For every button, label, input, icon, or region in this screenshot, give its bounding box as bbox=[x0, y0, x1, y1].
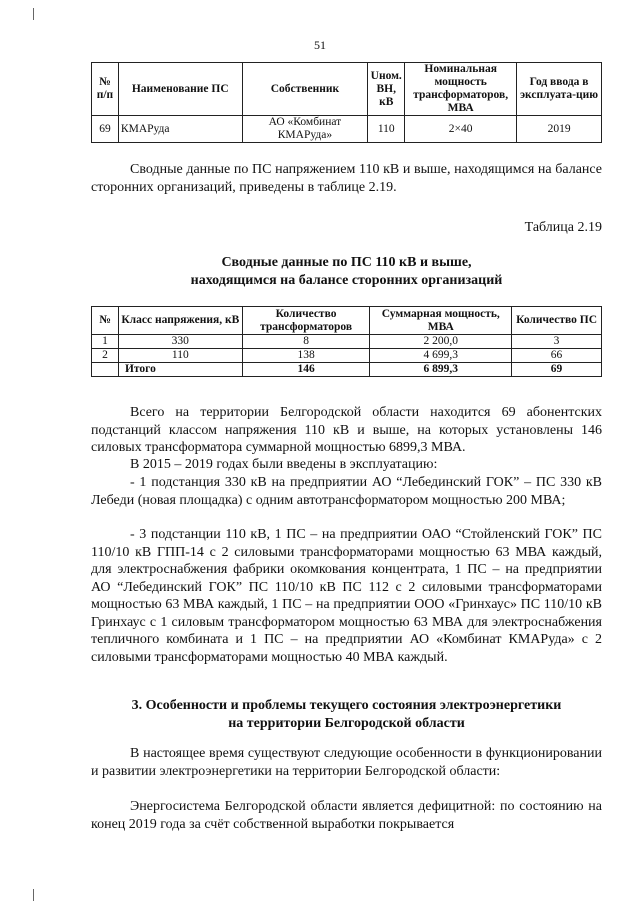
table-cell: 2019 bbox=[517, 116, 602, 143]
table-cell: 2 200,0 bbox=[370, 335, 512, 349]
table-row bbox=[92, 335, 602, 349]
table-cell: КМАРуда bbox=[118, 116, 242, 143]
table-cell: 110 bbox=[118, 349, 242, 363]
table-row bbox=[92, 116, 602, 143]
table-cell: 138 bbox=[242, 349, 370, 363]
section-heading-line2: на территории Белгородской области bbox=[228, 716, 465, 731]
table-cell: 330 bbox=[118, 335, 242, 349]
paragraph-intro: Сводные данные по ПС напряжением 110 кВ и выше, находящимся на балансе сторонних организаций, приведены в таблице 2.19. bbox=[91, 162, 602, 195]
scan-mark bbox=[33, 889, 34, 901]
section-heading-line1: 3. Особенности и проблемы текущего состояния электроэнергетики bbox=[131, 698, 562, 713]
header-cell: Количество трансформаторов bbox=[242, 307, 370, 335]
table-cell: 4 699,3 bbox=[370, 349, 512, 363]
table-cell: 8 bbox=[242, 335, 370, 349]
table-cell: 3 bbox=[512, 335, 602, 349]
table-row bbox=[92, 349, 602, 363]
table-cell: 110 bbox=[368, 116, 405, 143]
paragraph-years: В 2015 – 2019 годах были введены в эксплуатацию: bbox=[130, 457, 438, 472]
table-cell: 6 899,3 bbox=[370, 363, 512, 377]
table-cell: 69 bbox=[92, 116, 119, 143]
table-total-row bbox=[92, 363, 602, 377]
paragraph-total: Всего на территории Белгородской области находится 69 абонентских подстанций классом напряжения 110 кВ и выше, на которых установлены 146 силовых трансформатора суммарной мощностью 6899,3 МВА. bbox=[91, 405, 602, 455]
total-label: Итого bbox=[118, 363, 242, 377]
table-title-line2: находящимся на балансе сторонних организаций bbox=[190, 273, 503, 288]
substation-table bbox=[91, 62, 602, 143]
summary-table bbox=[91, 306, 602, 377]
table-cell: 66 bbox=[512, 349, 602, 363]
table-cell: 2 bbox=[92, 349, 119, 363]
paragraph-features: В настоящее время существуют следующие особенности в функционировании и развитии электроэнергетики на территории Белгородской области: bbox=[91, 746, 602, 779]
table-cell: 2×40 bbox=[405, 116, 517, 143]
table-cell: 1 bbox=[92, 335, 119, 349]
header-cell: Год ввода в эксплуата-цию bbox=[517, 63, 602, 116]
header-cell: № п/п bbox=[92, 63, 119, 116]
table-caption: Таблица 2.19 bbox=[524, 220, 602, 235]
header-cell: Uном. ВН, кВ bbox=[368, 63, 405, 116]
table-cell: АО «Комбинат КМАРуда» bbox=[242, 116, 368, 143]
header-cell: Собственник bbox=[242, 63, 368, 116]
bullet-item: - 3 подстанции 110 кВ, 1 ПС – на предприятии ОАО “Стойленский ГОК” ПС 110/10 кВ ГПП-14 с 2 силовыми трансформаторами мощностью 63 МВА каждый, для электроснабжения фабрики окомкования концентрата, 1 ПС – на предприятии АО “Лебединский ГОК” ПС 110/10 кВ ПС 112 с 2 силовыми трансформаторами мощностью 63 МВА каждый, 1 ПС – на предприятии ООО «Гринхаус» ПС 110/10 кВ Гринхаус с 1 силовым трансформатором мощностью 63 МВА для электроснабжения тепличного комбината и 1 ПС – на предприятии АО «Комбинат КМАРуда» с 2 силовыми трансформаторами мощностью 40 МВА каждый. bbox=[91, 527, 602, 665]
table-cell: 146 bbox=[242, 363, 370, 377]
bullet-item: - 1 подстанция 330 кВ на предприятии АО “Лебединский ГОК” – ПС 330 кВ Лебеди (новая площадка) с одним автотрансформатором мощностью 200 МВА; bbox=[91, 475, 602, 508]
scan-mark bbox=[33, 8, 34, 20]
table-title-line1: Сводные данные по ПС 110 кВ и выше, bbox=[221, 255, 472, 270]
table-cell bbox=[92, 363, 119, 377]
paragraph-deficit: Энергосистема Белгородской области является дефицитной: по состоянию на конец 2019 года за счёт собственной выработки покрывается bbox=[91, 799, 602, 832]
table-header-row bbox=[92, 307, 602, 335]
header-cell: № bbox=[92, 307, 119, 335]
header-cell: Суммарная мощность, МВА bbox=[370, 307, 512, 335]
header-cell: Наименование ПС bbox=[118, 63, 242, 116]
header-cell: Класс напряжения, кВ bbox=[118, 307, 242, 335]
header-cell: Номинальная мощность трансформаторов, МВА bbox=[405, 63, 517, 116]
page-number: 51 bbox=[314, 38, 326, 52]
table-header-row bbox=[92, 63, 602, 116]
header-cell: Количество ПС bbox=[512, 307, 602, 335]
table-cell: 69 bbox=[512, 363, 602, 377]
